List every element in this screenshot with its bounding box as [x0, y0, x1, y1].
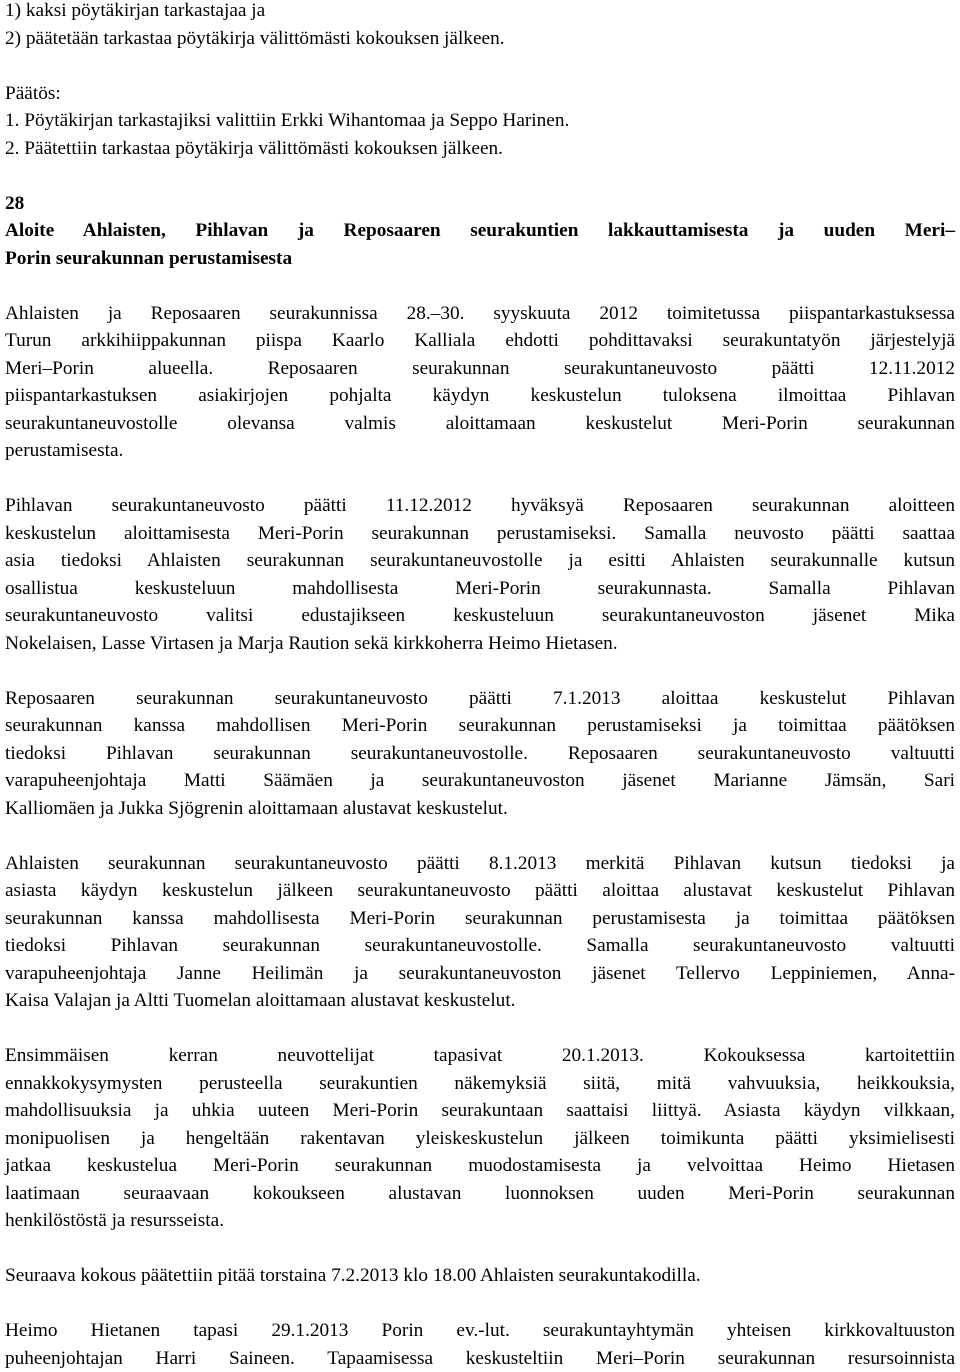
paragraph-line: seurakunnan kanssa mahdollisen Meri-Porin seurakunnan perustamiseksi ja toimittaa päätöksen [5, 712, 955, 740]
paragraph-last-line: henkilöstöstä ja resursseista. [5, 1207, 955, 1235]
paragraph-1 [5, 300, 955, 465]
final-paragraph [5, 1317, 955, 1372]
intro-line-1: 1) kaksi pöytäkirjan tarkastajaa ja [5, 0, 955, 25]
document-page [5, 0, 955, 1372]
paragraph-line: Ahlaisten ja Reposaaren seurakunnissa 28.–30. syyskuuta 2012 toimitetussa piispantarkastuksessa [5, 300, 955, 328]
paragraph-last-line: Kaisa Valajan ja Altti Tuomelan aloittamaan alustavat keskustelut. [5, 987, 955, 1015]
paragraph-last-line: Kalliomäen ja Jukka Sjögrenin aloittamaan alustavat keskustelut. [5, 795, 955, 823]
paragraph-last-line: perustamisesta. [5, 437, 955, 465]
paragraph-line: tiedoksi Pihlavan seurakunnan seurakuntaneuvostolle. Samalla seurakuntaneuvosto valtuutti [5, 932, 955, 960]
intro-block [5, 0, 955, 52]
paragraph-line: Ahlaisten seurakunnan seurakuntaneuvosto päätti 8.1.2013 merkitä Pihlavan kutsun tiedoksi ja [5, 850, 955, 878]
paragraph-line: Pihlavan seurakuntaneuvosto päätti 11.12.2012 hyväksyä Reposaaren seurakunnan aloitteen [5, 492, 955, 520]
paragraph-2 [5, 492, 955, 657]
decision-block [5, 80, 955, 163]
paragraph-line: piispantarkastuksen asiakirjojen pohjalta käydyn keskustelun tuloksena ilmoittaa Pihlavan [5, 382, 955, 410]
paragraph-line: Reposaaren seurakunnan seurakuntaneuvosto päätti 7.1.2013 aloittaa keskustelut Pihlavan [5, 685, 955, 713]
paragraph-line: Heimo Hietanen tapasi 29.1.2013 Porin ev.-lut. seurakuntayhtymän yhteisen kirkkovaltuuston [5, 1317, 955, 1345]
paragraph-5 [5, 1042, 955, 1235]
paragraph-4 [5, 850, 955, 1015]
paragraph-line: Turun arkkihiippakunnan piispa Kaarlo Kalliala ehdotti pohdittavaksi seurakuntatyön järjestelyjä [5, 327, 955, 355]
intro-line-2: 2) päätetään tarkastaa pöytäkirja välittömästi kokouksen jälkeen. [5, 25, 955, 53]
paragraph-line: monipuolisen ja hengeltään rakentavan yleiskeskustelun jälkeen toimikunta päätti yksimielisesti [5, 1125, 955, 1153]
section-heading [5, 190, 955, 273]
section-title-line-1: Aloite Ahlaisten, Pihlavan ja Reposaaren seurakuntien lakkauttamisesta ja uuden Meri– [5, 217, 955, 245]
paragraph-last-line: Nokelaisen, Lasse Virtasen ja Marja Raution sekä kirkkoherra Heimo Hietasen. [5, 630, 955, 658]
decision-line-2: 2. Päätettiin tarkastaa pöytäkirja välittömästi kokouksen jälkeen. [5, 135, 955, 163]
paragraph-line: laatimaan seuraavaan kokoukseen alustavan luonnoksen uuden Meri-Porin seurakunnan [5, 1180, 955, 1208]
paragraph-line: Meri–Porin alueella. Reposaaren seurakunnan seurakuntaneuvosto päätti 12.11.2012 [5, 355, 955, 383]
next-meeting-paragraph [5, 1262, 955, 1290]
paragraph-line: ennakkokysymysten perusteella seurakuntien näkemyksiä siitä, mitä vahvuuksia, heikkouksia, [5, 1070, 955, 1098]
section-title-line-2: Porin seurakunnan perustamisesta [5, 245, 955, 273]
next-meeting-line: Seuraava kokous päätettiin pitää torstaina 7.2.2013 klo 18.00 Ahlaisten seurakuntakodilla. [5, 1262, 955, 1290]
paragraph-line: seurakuntaneuvosto valitsi edustajikseen keskusteluun seurakuntaneuvoston jäsenet Mika [5, 602, 955, 630]
paragraph-line: asiasta käydyn keskustelun jälkeen seurakuntaneuvosto päätti aloittaa alustavat keskustelut Pihlavan [5, 877, 955, 905]
paragraph-line: puheenjohtajan Harri Saineen. Tapaamisessa keskusteltiin Meri–Porin seurakunnan resursoinnista [5, 1345, 955, 1372]
paragraph-line: Ensimmäisen kerran neuvottelijat tapasivat 20.1.2013. Kokouksessa kartoitettiin [5, 1042, 955, 1070]
paragraph-line: jatkaa keskustelua Meri-Porin seurakunnan muodostamisesta ja velvoittaa Heimo Hietasen [5, 1152, 955, 1180]
paragraph-line: asia tiedoksi Ahlaisten seurakunnan seurakuntaneuvostolle ja esitti Ahlaisten seurakunnalle kutsun [5, 547, 955, 575]
paragraph-3 [5, 685, 955, 823]
paragraph-line: osallistua keskusteluun mahdollisesta Meri-Porin seurakunnasta. Samalla Pihlavan [5, 575, 955, 603]
paragraph-line: varapuheenjohtaja Janne Heilimän ja seurakuntaneuvoston jäsenet Tellervo Leppiniemen, Anna- [5, 960, 955, 988]
paragraph-line: mahdollisuuksia ja uhkia uuteen Meri-Porin seurakuntaan saattaisi liittyä. Asiasta käydyn vilkkaan, [5, 1097, 955, 1125]
paragraph-line: seurakuntaneuvostolle olevansa valmis aloittamaan keskustelut Meri-Porin seurakunnan [5, 410, 955, 438]
decision-line-1: 1. Pöytäkirjan tarkastajiksi valittiin Erkki Wihantomaa ja Seppo Harinen. [5, 107, 955, 135]
paragraph-line: tiedoksi Pihlavan seurakunnan seurakuntaneuvostolle. Reposaaren seurakuntaneuvosto valtuutti [5, 740, 955, 768]
section-number: 28 [5, 190, 955, 218]
paragraph-line: seurakunnan kanssa mahdollisesta Meri-Porin seurakunnan perustamisesta ja toimittaa päätöksen [5, 905, 955, 933]
decision-label: Päätös: [5, 80, 955, 108]
paragraph-line: keskustelun aloittamisesta Meri-Porin seurakunnan perustamiseksi. Samalla neuvosto päätti saattaa [5, 520, 955, 548]
paragraph-line: varapuheenjohtaja Matti Säämäen ja seurakuntaneuvoston jäsenet Marianne Jämsän, Sari [5, 767, 955, 795]
